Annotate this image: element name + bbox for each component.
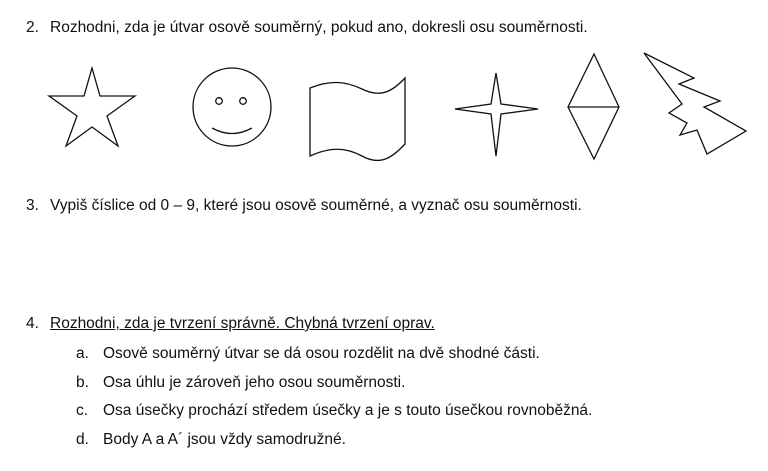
statement-b bbox=[76, 374, 405, 392]
flag-icon bbox=[310, 78, 405, 160]
four-point-star-icon bbox=[455, 73, 538, 156]
statement-letter: a. bbox=[76, 345, 89, 362]
lightning-bolt-icon bbox=[644, 53, 746, 154]
task-text: Vypiš číslice od 0 – 9, které jsou osově souměrné, a vyznač osu souměrnosti. bbox=[50, 197, 582, 214]
statement-d bbox=[76, 431, 346, 449]
task-text: Rozhodni, zda je tvrzení správně. Chybná tvrzení oprav. bbox=[50, 315, 435, 332]
statement-letter: b. bbox=[76, 374, 89, 391]
statement-letter: d. bbox=[76, 431, 89, 448]
statement-text: Osově souměrný útvar se dá osou rozdělit na dvě shodné části. bbox=[103, 345, 540, 362]
task-4 bbox=[26, 315, 435, 333]
task-number: 2. bbox=[26, 19, 39, 36]
task-3 bbox=[26, 197, 582, 215]
task-number: 4. bbox=[26, 315, 39, 332]
statement-text: Body A a A´ jsou vždy samodružné. bbox=[103, 431, 346, 448]
smiley-face-icon bbox=[193, 68, 271, 146]
rhombus-icon bbox=[568, 54, 619, 159]
statement-c bbox=[76, 402, 592, 420]
task-number: 3. bbox=[26, 197, 39, 214]
statement-letter: c. bbox=[76, 402, 89, 419]
task-text: Rozhodni, zda je útvar osově souměrný, pokud ano, dokresli osu souměrnosti. bbox=[50, 19, 588, 36]
statement-text: Osa úhlu je zároveň jeho osou souměrnosti. bbox=[103, 374, 406, 391]
statement-text: Osa úsečky prochází středem úsečky a je s touto úsečkou rovnoběžná. bbox=[103, 402, 593, 419]
star-icon bbox=[49, 68, 135, 146]
statement-a bbox=[76, 345, 540, 363]
